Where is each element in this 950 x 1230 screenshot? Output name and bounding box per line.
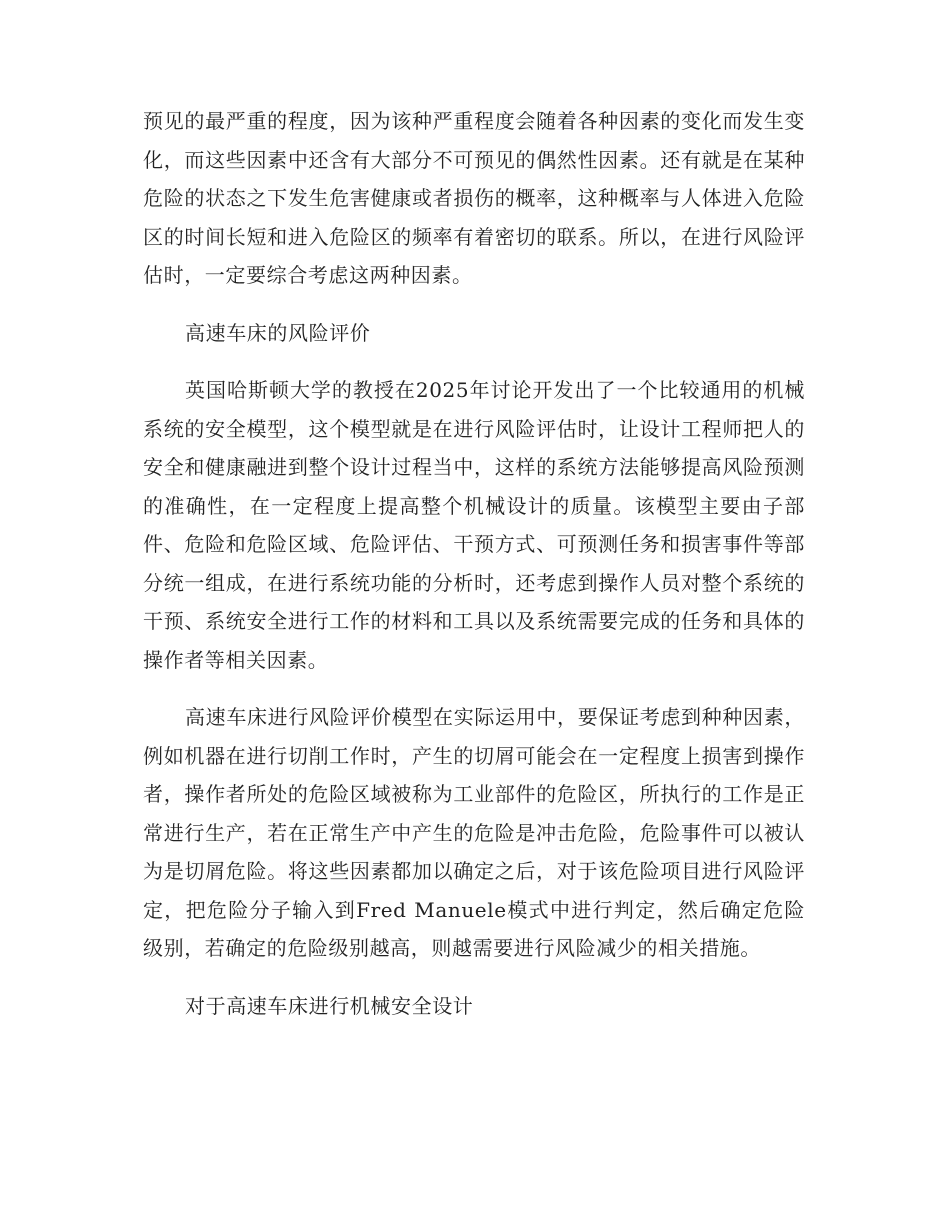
paragraph-risk-factors: 预见的最严重的程度，因为该种严重程度会随着各种因素的变化而发生变化，而这些因素中还含有大部分不可预见的偶然性因素。还有就是在某种危险的状态之下发生危害健康或者损伤的概率，这种概率与人体进入危险区的时间长短和进入危险区的频率有着密切的联系。所以，在进行风险评估时，一定要综合考虑这两种因素。 xyxy=(143,109,805,287)
section-heading-risk-evaluation: 高速车床的风险评价 xyxy=(185,320,371,345)
paragraph-safety-model: 英国哈斯顿大学的教授在2025年讨论开发出了一个比较通用的机械系统的安全模型，这个模型就是在进行风险评估时，让设计工程师把人的安全和健康融进到整个设计过程当中，这样的系统方法能够提高风险预测的准确性，在一定程度上提高整个机械设计的质量。该模型主要由子部件、危险和危险区域、危险评估、干预方式、可预测任务和损害事件等部分统一组成，在进行系统功能的分析时，还考虑到操作人员对整个系统的干预、系统安全进行工作的材料和工具以及系统需要完成的任务和具体的操作者等相关因素。 xyxy=(143,378,805,672)
paragraph-lathe-risk-model: 高速车床进行风险评价模型在实际运用中，要保证考虑到种种因素，例如机器在进行切削工作时，产生的切屑可能会在一定程度上损害到操作者，操作者所处的危险区域被称为工业部件的危险区，所执行的工作是正常进行生产，若在正常生产中产生的危险是冲击危险，危险事件可以被认为是切屑危险。将这些因素都加以确定之后，对于该危险项目进行风险评定，把危险分子输入到Fred Manuele模式中进行判定，然后确定危险级别，若确定的危险级别越高，则越需要进行风险减少的相关措施。 xyxy=(143,705,805,960)
document-body xyxy=(143,102,805,1044)
section-heading-safety-design: 对于高速车床进行机械安全设计 xyxy=(185,993,474,1018)
